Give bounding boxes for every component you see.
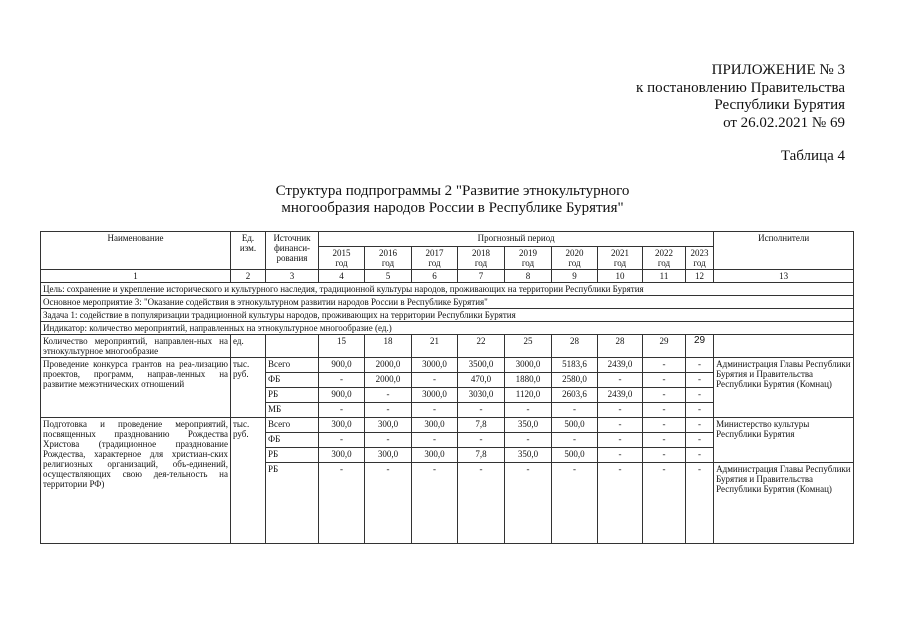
indicator-value: 29 [643,335,686,358]
finance-value: - [643,463,686,544]
finance-value: - [686,448,714,463]
finance-value: 3030,0 [458,388,505,403]
column-number: 13 [714,270,854,283]
grant-contest-name: Проведение конкурса грантов на реа-лизацию проектов, программ, направ-ленных на развитие межэтнических отношений [41,358,231,418]
indicator-row [41,335,854,358]
appendix-title: ПРИЛОЖЕНИЕ № 3 [711,62,845,78]
finance-value: - [365,463,412,544]
measure-text: Основное мероприятие 3: "Оказание содействия в этнокультурном развитии народов России в Республике Бурятия" [41,296,854,309]
year-unit: год [474,258,488,268]
finance-source: РБ [266,388,319,403]
finance-value: - [412,433,458,448]
finance-value: 2439,0 [598,358,643,373]
finance-value: - [412,373,458,388]
year-label: 2017 [425,248,444,258]
indicator-value: 28 [552,335,598,358]
finance-value: - [598,463,643,544]
finance-value: - [598,418,643,433]
column-number: 8 [505,270,552,283]
finance-value: - [458,433,505,448]
head-executors: Исполнители [714,232,854,270]
year-cell [686,247,714,270]
finance-value: 5183,6 [552,358,598,373]
head-unit: Ед. изм. [231,232,266,270]
year-unit: год [693,258,706,268]
table-number: Таблица 4 [780,148,845,164]
indicator-header-row [41,322,854,335]
year-cell [319,247,365,270]
appendix-date: от 26.02.2021 № 69 [723,114,845,131]
finance-value: 2603,6 [552,388,598,403]
finance-value: 3500,0 [458,358,505,373]
goal-text: Цель: сохранение и укрепление исторического и культурного наследия, традиционной культуры народов, проживающих на территории Республики Бурятия [41,283,854,296]
finance-value: 350,0 [505,418,552,433]
finance-value: 2439,0 [598,388,643,403]
finance-value: 7,8 [458,418,505,433]
finance-value: - [598,373,643,388]
christmas-executor-2: Администрация Главы Республики Бурятия и Правительства Республики Бурятия (Комнац) [714,463,854,544]
year-unit: год [428,258,441,268]
indicator-value: 21 [412,335,458,358]
finance-value: 7,8 [458,448,505,463]
head-period: Прогнозный период [319,232,714,247]
finance-value: 300,0 [365,418,412,433]
indicator-value: 15 [319,335,365,358]
grant-contest-block [41,358,854,418]
column-number: 1 [41,270,231,283]
measure-row [41,296,854,309]
appendix-line-2: к постановлению Правительства [636,79,845,96]
finance-source: ФБ [266,433,319,448]
finance-value: - [598,403,643,418]
year-unit: год [568,258,581,268]
christmas-name: Подготовка и проведение мероприятий, посвященных празднованию Рождества Христова (традиционное празднование Рождества, характерное для христиан-ских религиозных организаций, объ-единений, осуществляющих свою дея-тельность на территории РФ) [41,418,231,544]
finance-value: 300,0 [412,448,458,463]
finance-value: - [686,388,714,403]
finance-value: - [365,403,412,418]
head-name: Наименование [41,232,231,270]
grant-contest-executor: Администрация Главы Республики Бурятия и Правительства Республики Бурятия (Комнац) [714,358,854,418]
year-unit: год [381,258,395,268]
year-cell [643,247,686,270]
finance-value: - [643,418,686,433]
indicator-name: Количество мероприятий, направлен-ных на этнокультурное многообразие [41,335,231,358]
finance-value: - [505,403,552,418]
finance-value: - [598,448,643,463]
finance-value: - [412,403,458,418]
finance-value: - [598,433,643,448]
finance-value: 1120,0 [505,388,552,403]
indicator-text: Индикатор: количество мероприятий, направленных на этнокультурное многообразие (ед.) [41,322,854,335]
finance-value: 3000,0 [412,388,458,403]
indicator-value: 18 [365,335,412,358]
appendix-line-3: Республики Бурятия [714,97,845,113]
column-numbers-row [41,270,854,283]
finance-value: - [643,448,686,463]
column-number: 9 [552,270,598,283]
title-line-2: многообразия народов России в Республике Бурятия" [281,200,624,216]
finance-source: РБ [266,463,319,544]
indicator-value: 28 [598,335,643,358]
christmas-executor-1: Министерство культуры Республики Бурятия [714,418,854,463]
title-line-1: Структура подпрограммы 2 "Развитие этнокультурного [275,183,630,199]
year-label: 2019 [519,248,537,258]
finance-value: - [686,373,714,388]
year-cell [458,247,505,270]
finance-value: - [319,433,365,448]
finance-value: - [319,463,365,544]
finance-value: 900,0 [319,388,365,403]
finance-value: - [552,463,598,544]
finance-value: - [686,418,714,433]
year-unit: год [657,258,671,268]
year-cell [598,247,643,270]
finance-value: - [643,373,686,388]
grant-contest-unit: тыс. руб. [231,358,266,418]
finance-value: 500,0 [552,448,598,463]
indicator-executor [714,335,854,358]
finance-value: - [552,433,598,448]
finance-value: 3000,0 [505,358,552,373]
finance-value: 470,0 [458,373,505,388]
year-unit: год [335,258,348,268]
column-number: 2 [231,270,266,283]
finance-value: - [319,403,365,418]
finance-value: 1880,0 [505,373,552,388]
finance-source: Всего [266,358,319,373]
finance-row [41,418,854,433]
finance-value: 300,0 [319,418,365,433]
year-label: 2022 [655,248,673,258]
finance-source: РБ [266,448,319,463]
finance-value: - [412,463,458,544]
year-cell [552,247,598,270]
finance-value: - [643,433,686,448]
finance-value: - [458,463,505,544]
head-source: Источник финанси-рования [266,232,319,270]
finance-value: - [686,403,714,418]
finance-value: 3000,0 [412,358,458,373]
year-label: 2018 [472,248,490,258]
year-label: 2021 [611,248,629,258]
year-unit: год [521,258,535,268]
header-row [41,232,854,247]
year-label: 2016 [379,248,397,258]
year-unit: год [613,258,627,268]
finance-value: 300,0 [319,448,365,463]
column-number: 7 [458,270,505,283]
document-title [230,183,675,217]
column-number: 3 [266,270,319,283]
finance-source: ФБ [266,373,319,388]
christmas-block [41,418,854,544]
year-label: 2020 [565,248,584,258]
christmas-unit: тыс. руб. [231,418,266,544]
finance-value: - [686,433,714,448]
finance-value: - [643,358,686,373]
column-number: 12 [686,270,714,283]
column-number: 6 [412,270,458,283]
year-cell [365,247,412,270]
finance-value: - [365,433,412,448]
year-label: 2023 [690,248,709,258]
subprogram-table [40,231,854,544]
finance-value: 350,0 [505,448,552,463]
finance-value: 500,0 [552,418,598,433]
indicator-source [266,335,319,358]
finance-value: 300,0 [365,448,412,463]
finance-value: 2000,0 [365,358,412,373]
goal-row [41,283,854,296]
finance-value: 2000,0 [365,373,412,388]
finance-value: - [686,358,714,373]
finance-value: 900,0 [319,358,365,373]
finance-value: 2580,0 [552,373,598,388]
column-number: 4 [319,270,365,283]
finance-value: - [365,388,412,403]
finance-source: МБ [266,403,319,418]
finance-row [41,358,854,373]
indicator-unit: ед. [231,335,266,358]
column-number: 5 [365,270,412,283]
indicator-value: 22 [458,335,505,358]
task-row [41,309,854,322]
finance-value: 300,0 [412,418,458,433]
finance-source: Всего [266,418,319,433]
year-cell [412,247,458,270]
task-text: Задача 1: содействие в популяризации традиционной культуры народов, проживающих на территории Республики Бурятия [41,309,854,322]
indicator-value: 25 [505,335,552,358]
column-number: 11 [643,270,686,283]
finance-value: - [505,463,552,544]
finance-value: - [643,388,686,403]
indicator-value: 29 [686,335,714,358]
column-number: 10 [598,270,643,283]
finance-value: - [505,433,552,448]
finance-value: - [686,463,714,544]
finance-value: - [643,403,686,418]
finance-value: - [458,403,505,418]
year-label: 2015 [332,248,351,258]
finance-value: - [319,373,365,388]
finance-value: - [552,403,598,418]
year-cell [505,247,552,270]
appendix-header [636,62,845,132]
